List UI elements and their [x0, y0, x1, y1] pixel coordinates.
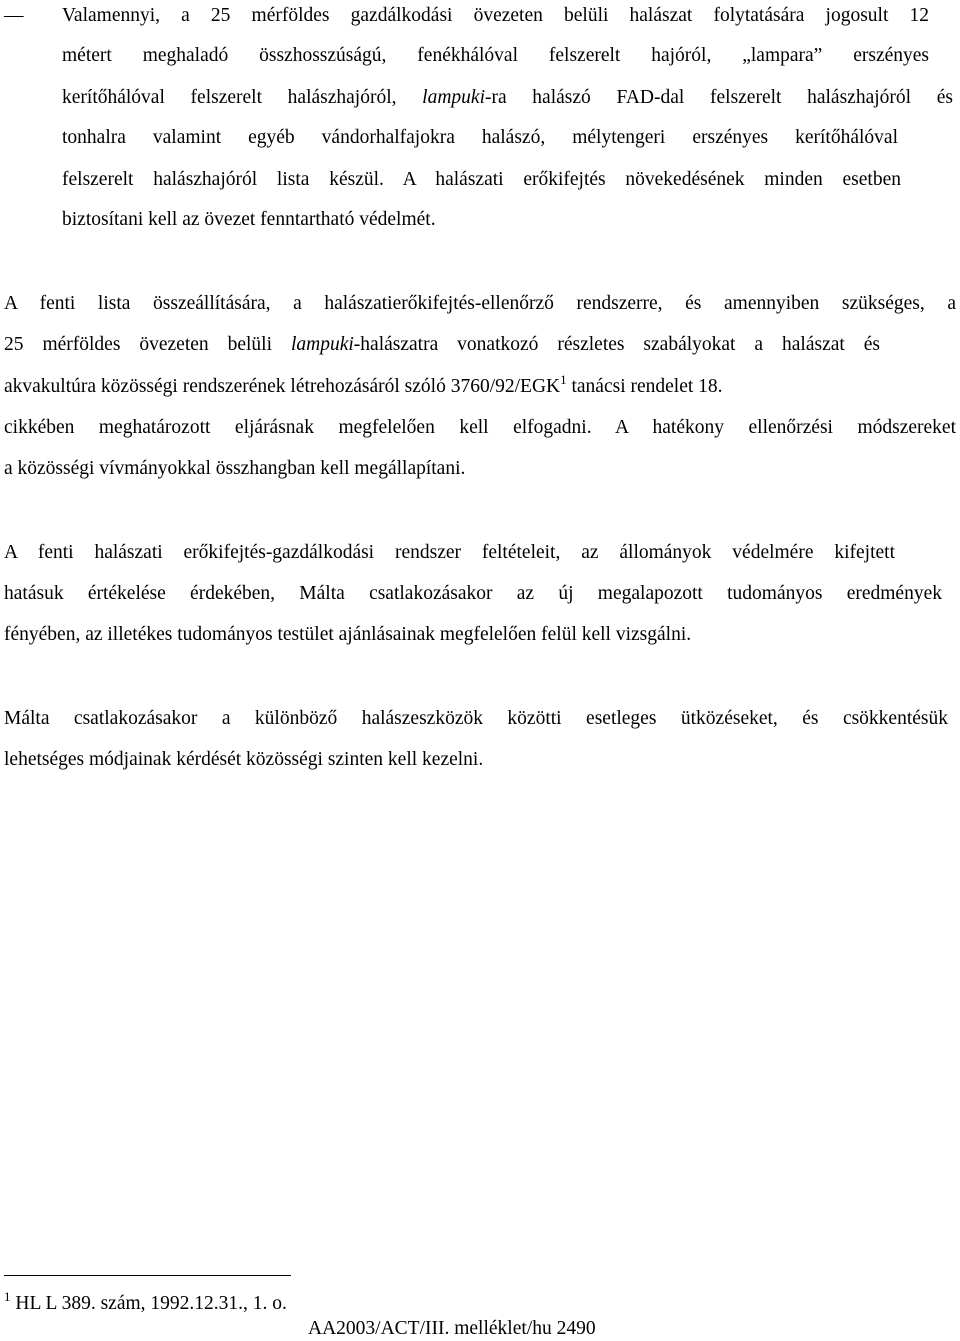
document-reference: AA2003/ACT/III. melléklet/hu 2490 — [308, 1318, 596, 1339]
footnote-mark: 1 — [4, 1289, 11, 1304]
para3-line-2: hatásuk értékelése érdekében, Málta csatlakozásakor az új megalapozott tudományos eredmények — [4, 583, 942, 604]
para2-line-5: a közösségi vívmányokkal összhangban kell megállapítani. — [4, 458, 466, 479]
footnote-divider — [4, 1275, 291, 1276]
bullet-line-2: métert meghaladó összhosszúságú, fenékhálóval felszerelt hajóról, „lampara” erszényes — [62, 45, 929, 66]
para2-line-4: cikkében meghatározott eljárásnak megfelelően kell elfogadni. A hatékony ellenőrzési módszereket — [4, 417, 956, 438]
bullet-line-6: biztosítani kell az övezet fenntartható védelmét. — [62, 209, 436, 230]
para2-line-2: 25 mérföldes övezeten belüli lampuki-halászatra vonatkozó részletes szabályokat a halászat és — [4, 334, 881, 355]
para4-line-2: lehetséges módjainak kérdését közösségi szinten kell kezelni. — [4, 749, 484, 770]
footnote-text: HL L 389. szám, 1992.12.31., 1. o. — [10, 1293, 287, 1314]
bullet-line-5: felszerelt halászhajóról lista készül. A halászati erőkifejtés növekedésének minden esetben — [62, 169, 901, 190]
para3-line-1: A fenti halászati erőkifejtés-gazdálkodási rendszer feltételeit, az állományok védelmére kifejtett — [4, 542, 895, 563]
para3-line-3: fényében, az illetékes tudományos testület ajánlásainak megfelelően felül kell vizsgálni. — [4, 624, 692, 645]
para4-line-1: Málta csatlakozásakor a különböző halászeszközök közötti esetleges ütközéseket, és csökkentésük — [4, 708, 948, 729]
para2-line-3: akvakultúra közösségi rendszerének létrehozásáról szóló 3760/92/EGK$^1$ tanácsi rendelet 18. — [4, 372, 723, 397]
bullet-line-3: kerítőhálóval felszerelt halászhajóról, lampuki-ra halászó FAD-dal felszerelt halászhajóról és — [62, 87, 953, 108]
bullet-line-4: tonhalra valamint egyéb vándorhalfajokra halászó, mélytengeri erszényes kerítőhálóval — [62, 127, 898, 148]
para2-line-1: A fenti lista összeállítására, a halászatierőkifejtés-ellenőrző rendszerre, és amennyiben szükséges, a — [4, 293, 956, 314]
bullet-dash: — — [4, 5, 24, 26]
footnote — [4, 1289, 287, 1316]
footnote-ref: 1 — [560, 372, 567, 387]
bullet-line-1: Valamennyi, a 25 mérföldes gazdálkodási övezeten belüli halászat folytatására jogosult 12 — [62, 5, 929, 26]
